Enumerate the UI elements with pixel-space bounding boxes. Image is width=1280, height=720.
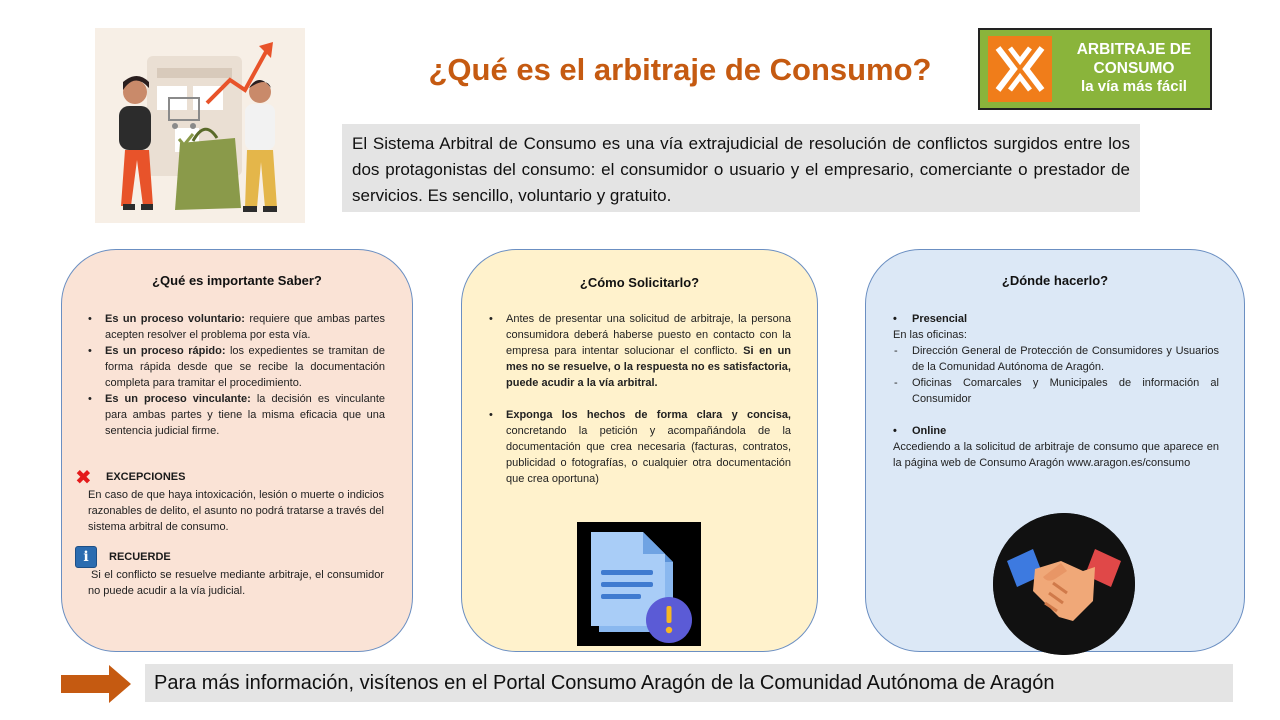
list-item-text: concretando la petición y acompañándola de la documentación que crea necesaria (facturas, contratos, publicidad o fotografías, o cualquier otra documentación que crea oportuna) [506, 425, 791, 485]
logo-text: ARBITRAJE DE CONSUMO [1076, 41, 1192, 77]
how-list [506, 311, 791, 487]
list-item-text: requiere que ambas partes acepten resolver el problema por esta vía. [105, 313, 386, 341]
card-where-heading: ¿Dónde hacerlo? [1001, 273, 1109, 288]
document-warning-icon [577, 522, 701, 646]
list-item [506, 407, 791, 487]
shopping-illustration [95, 28, 305, 223]
list-item-bold: Exponga los hechos de forma clara y concisa, [506, 409, 791, 421]
card-where [865, 249, 1245, 652]
intro-text: El Sistema Arbitral de Consumo es una vía extrajudicial de resolución de conflictos surgidos entre los dos protagonistas del consumo: el consumidor o usuario y el empresario, comerciante o prestador de servicios. Es sencillo, voluntario y gratuito. [342, 124, 1140, 212]
exceptions-text: En caso de que haya intoxicación, lesión o muerte o indicios razonables de delito, el asunto no podrá tratarse a través del sistema arbitral de consumo. [88, 489, 384, 533]
list-item-bold: Es un proceso voluntario: [105, 313, 245, 325]
footer-info-banner: Para más información, visítenos en el Portal Consumo Aragón de la Comunidad Autónoma de Aragón [145, 664, 1233, 702]
presencial-intro: En las oficinas: [893, 329, 967, 341]
list-item [105, 311, 385, 343]
list-item-bold: Si en un mes no se resuelve, o la respuesta no es satisfactoria, puede acudir a la vía arbitral. [506, 345, 792, 389]
page-title: ¿Qué es el arbitraje de Consumo? [428, 52, 932, 87]
important-list [105, 311, 385, 439]
office-item: - Oficinas Comarcales y Municipales de información al Consumidor [893, 375, 1219, 407]
cross-icon: ✖ [75, 467, 92, 489]
online-title: • Online [893, 423, 1219, 439]
remember-text: Si el conflicto se resuelve mediante arbitraje, el consumidor no puede acudir a la vía judicial. [88, 569, 384, 597]
card-important [61, 249, 413, 652]
card-how-to-apply [461, 249, 818, 652]
list-item [105, 391, 385, 439]
card-how-heading: ¿Cómo Solicitarlo? [579, 275, 700, 290]
exceptions-title: EXCEPCIONES [106, 471, 186, 483]
presencial-title: • Presencial [893, 311, 1219, 327]
card-important-heading: ¿Qué es importante Saber? [152, 273, 322, 288]
handshake-icon [993, 513, 1135, 655]
list-item [506, 311, 791, 391]
list-item-text: la decisión es vinculante para ambas partes y tiene la misma eficacia que una sentencia judicial firme. [105, 393, 385, 437]
arbitraje-logo [978, 28, 1212, 110]
list-item [105, 343, 385, 391]
info-icon: i [75, 546, 97, 568]
list-item-text: Antes de presentar una solicitud de arbitraje, la persona consumidora deberá haberse puesto en contacto con la empresa para intentar solucionar el conflicto. [506, 313, 791, 357]
remember-title: RECUERDE [109, 551, 171, 563]
list-item-bold: Es un proceso vinculante: [105, 393, 251, 405]
list-item-text: los expedientes se tramitan de forma rápida desde que se recibe la documentación completa para tramitar el procedimiento. [105, 345, 385, 389]
where-content [893, 311, 1219, 471]
arbitraje-logo-mark-icon [988, 36, 1052, 102]
office-item: - Dirección General de Protección de Consumidores y Usuarios de la Comunidad Autónoma de Aragón. [893, 343, 1219, 375]
logo-slogan: la vía más fácil [1081, 78, 1187, 95]
list-item-bold: Es un proceso rápido: [105, 345, 226, 357]
online-text: Accediendo a la solicitud de arbitraje de consumo que aparece en la página web de Consumo Aragón www.aragon.es/consumo [893, 441, 1219, 469]
arrow-right-icon [61, 664, 131, 704]
